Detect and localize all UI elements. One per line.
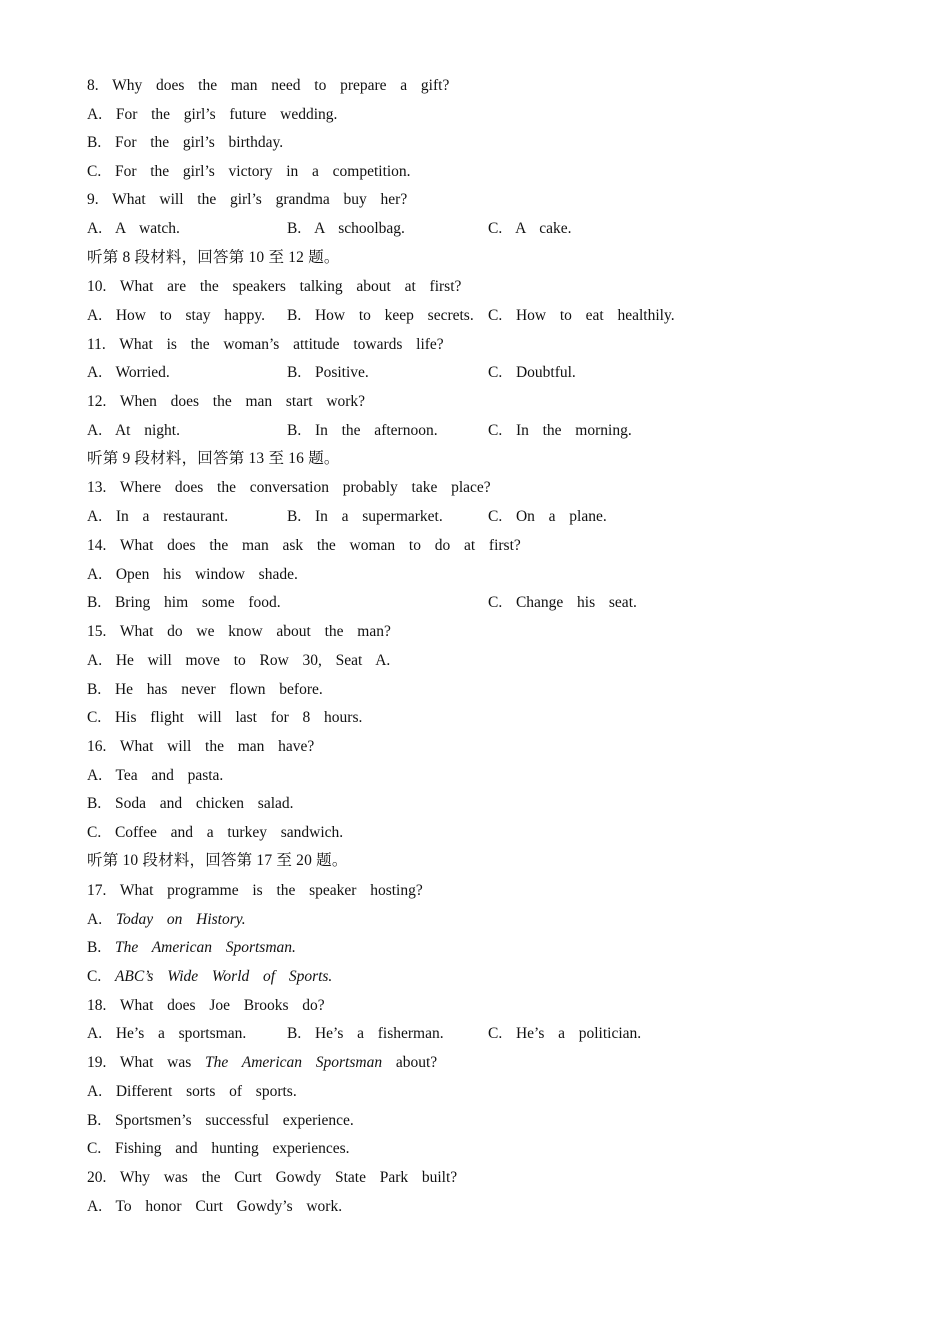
- option-13a: A. In a restaurant.: [87, 508, 229, 525]
- option-8b: B. For the girl’s birthday.: [87, 134, 284, 151]
- option-16b: B. Soda and chicken salad.: [87, 795, 294, 812]
- option-9c: C. A cake.: [488, 220, 572, 237]
- option-17b: [87, 938, 296, 958]
- option-10a: A. How to stay happy.: [87, 307, 265, 324]
- option-17a: [87, 910, 246, 930]
- question-9: 9. What will the girl’s grandma buy her?: [87, 191, 408, 208]
- option-9a: A. A watch.: [87, 220, 180, 237]
- option-18a: A. He’s a sportsman.: [87, 1025, 247, 1042]
- option-15c: C. His flight will last for 8 hours.: [87, 709, 363, 726]
- option-label: A.: [87, 911, 116, 928]
- question-16: 16. What will the man have?: [87, 738, 315, 755]
- option-13c: C. On a plane.: [488, 508, 607, 525]
- option-15b: B. He has never flown before.: [87, 681, 323, 698]
- option-12c: C. In the morning.: [488, 422, 632, 439]
- option-19a: A. Different sorts of sports.: [87, 1083, 297, 1100]
- option-19b: B. Sportsmen’s successful experience.: [87, 1112, 354, 1129]
- option-13b: B. In a supermarket.: [287, 508, 443, 525]
- section-heading-10: 听第 10 段材料，回答第 17 至 20 题。: [87, 852, 348, 869]
- option-11b: B. Positive.: [287, 364, 369, 381]
- option-12b: B. In the afternoon.: [287, 422, 438, 439]
- question-text: 19. What was: [87, 1054, 206, 1071]
- question-18: 18. What does Joe Brooks do?: [87, 997, 325, 1014]
- question-20: 20. Why was the Curt Gowdy State Park built?: [87, 1169, 458, 1186]
- programme-title: ABC’s Wide World of Sports.: [114, 968, 333, 985]
- option-11a: A. Worried.: [87, 364, 170, 381]
- option-20a: A. To honor Curt Gowdy’s work.: [87, 1198, 343, 1215]
- question-15: 15. What do we know about the man?: [87, 623, 391, 640]
- question-11: 11. What is the woman’s attitude towards life?: [87, 336, 444, 353]
- programme-title: The American Sportsman: [205, 1054, 383, 1071]
- option-8a: A. For the girl’s future wedding.: [87, 106, 338, 123]
- option-label: B.: [87, 939, 115, 956]
- section-heading-8: 听第 8 段材料，回答第 10 至 12 题。: [87, 249, 340, 266]
- option-label: C.: [87, 968, 115, 985]
- question-19: [87, 1053, 437, 1073]
- option-19c: C. Fishing and hunting experiences.: [87, 1140, 350, 1157]
- option-17c: [87, 967, 332, 987]
- programme-title: Today on History.: [115, 911, 246, 928]
- option-10b: B. How to keep secrets.: [287, 307, 474, 324]
- option-14b: B. Bring him some food.: [87, 594, 281, 611]
- question-12: 12. When does the man start work?: [87, 393, 366, 410]
- option-14a: A. Open his window shade.: [87, 566, 298, 583]
- question-14: 14. What does the man ask the woman to do at first?: [87, 537, 521, 554]
- option-12a: A. At night.: [87, 422, 180, 439]
- section-heading-9: 听第 9 段材料，回答第 13 至 16 题。: [87, 450, 340, 467]
- option-11c: C. Doubtful.: [488, 364, 576, 381]
- option-18b: B. He’s a fisherman.: [287, 1025, 444, 1042]
- question-text: about?: [382, 1054, 438, 1071]
- option-18c: C. He’s a politician.: [488, 1025, 642, 1042]
- question-13: 13. Where does the conversation probably take place?: [87, 479, 491, 496]
- option-16a: A. Tea and pasta.: [87, 767, 224, 784]
- option-8c: C. For the girl’s victory in a competition.: [87, 163, 411, 180]
- option-10c: C. How to eat healthily.: [488, 307, 675, 324]
- option-16c: C. Coffee and a turkey sandwich.: [87, 824, 344, 841]
- option-14c: C. Change his seat.: [488, 594, 637, 611]
- question-10: 10. What are the speakers talking about at first?: [87, 278, 462, 295]
- question-17: 17. What programme is the speaker hosting?: [87, 882, 423, 899]
- question-8: 8. Why does the man need to prepare a gift?: [87, 77, 450, 94]
- option-9b: B. A schoolbag.: [287, 220, 405, 237]
- option-15a: A. He will move to Row 30, Seat A.: [87, 652, 391, 669]
- programme-title: The American Sportsman.: [114, 939, 296, 956]
